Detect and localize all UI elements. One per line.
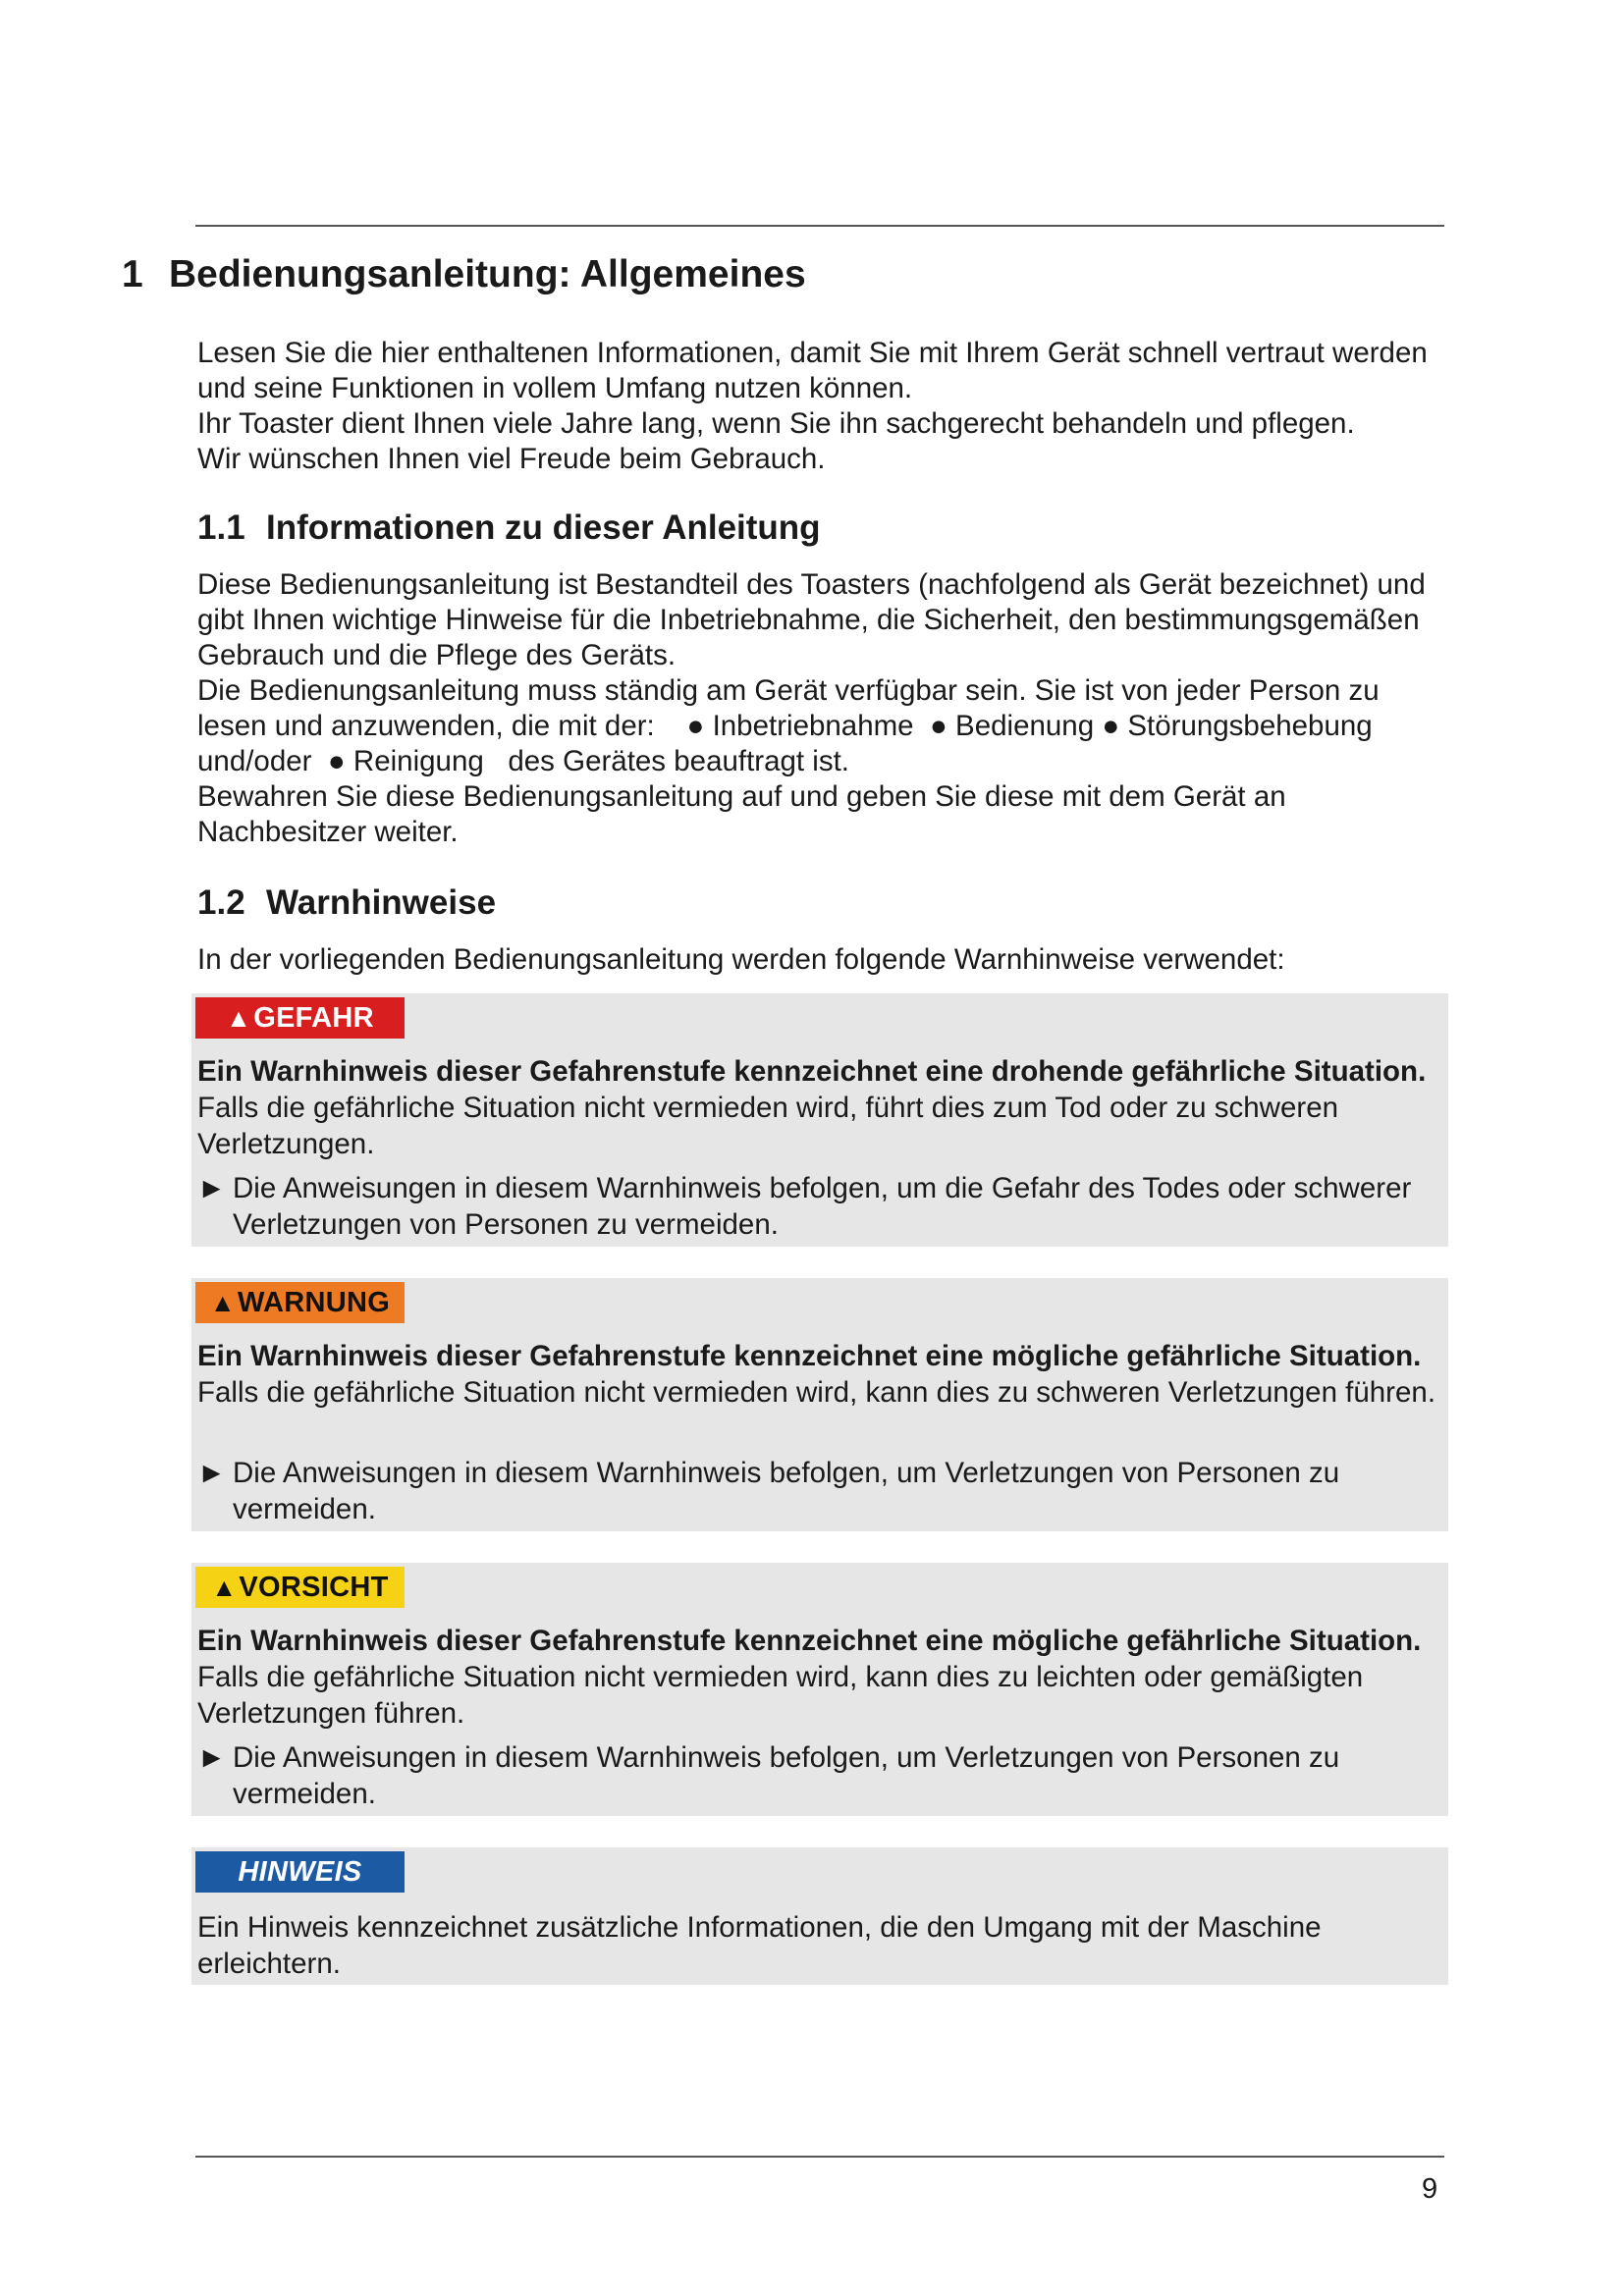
paragraph: Diese Bedienungsanleitung ist Bestandteil des Toasters (nachfolgend als Gerät bezeichnet) und gibt Ihnen wichtige Hinweise für die Inbetriebnahme, die Sicherheit, den bestimmungsgemäßen Gebrauch und die Pflege des Geräts. (197, 568, 1426, 671)
section-1-1-body (197, 567, 1454, 850)
action-text: Die Anweisungen in diesem Warnhinweis befolgen, um die Gefahr des Todes oder schwerer Verletzungen von Personen zu vermeiden. (233, 1172, 1412, 1241)
warning-lead: Ein Warnhinweis dieser Gefahrenstufe kennzeichnet eine mögliche gefährliche Situation. (197, 1625, 1422, 1657)
warnung-badge (195, 1282, 405, 1323)
action-text: Die Anweisungen in diesem Warnhinweis befolgen, um Verletzungen von Personen zu vermeiden. (233, 1457, 1340, 1525)
intro-paragraph: Lesen Sie die hier enthaltenen Informationen, damit Sie mit Ihrem Gerät schnell vertraut werden und seine Funktionen in vollem Umfang nutzen können. (197, 337, 1428, 404)
section-title: Warnhinweise (266, 883, 497, 922)
section-1-2-intro (197, 942, 1454, 978)
paragraph: In der vorliegenden Bedienungsanleitung werden folgende Warnhinweise verwendet: (197, 943, 1285, 976)
bullet-dot-icon: ● (1102, 710, 1120, 742)
page-number: 9 (1422, 2173, 1438, 2205)
inline-bullet-item: Bedienung (955, 710, 1095, 742)
warning-lead: Ein Warnhinweis dieser Gefahrenstufe kennzeichnet eine mögliche gefährliche Situation. (197, 1340, 1422, 1372)
warning-box-gefahr (191, 993, 1448, 1247)
warning-action (197, 1455, 1439, 1527)
warning-description (197, 1053, 1439, 1162)
header-rule (195, 225, 1444, 227)
section-heading-1-2 (197, 883, 496, 923)
action-arrow-icon: ► (197, 1172, 227, 1204)
paragraph-with-bullets (197, 673, 1454, 779)
warning-text: Falls die gefährliche Situation nicht vermieden wird, kann dies zu leichten oder gemäßigten Verletzungen führen. (197, 1661, 1364, 1730)
warning-box-warnung (191, 1278, 1448, 1531)
chapter-title: Bedienungsanleitung: Allgemeines (169, 253, 806, 295)
paragraph: Bewahren Sie diese Bedienungsanleitung auf und geben Sie diese mit dem Gerät an Nachbesitzer weiter. (197, 780, 1286, 848)
warning-box-vorsicht (191, 1563, 1448, 1816)
badge-label: VORSICHT (239, 1571, 389, 1603)
note-box-hinweis (191, 1847, 1448, 1985)
warning-text: Falls die gefährliche Situation nicht vermieden wird, führt dies zum Tod oder zu schweren Verletzungen. (197, 1092, 1339, 1160)
warning-action (197, 1170, 1439, 1243)
inline-bullet-item: Reinigung (352, 745, 484, 777)
warning-triangle-icon: ▲ (209, 1287, 236, 1317)
intro-paragraph: Ihr Toaster dient Ihnen viele Jahre lang, wenn Sie ihn sachgerecht behandeln und pflegen. (197, 407, 1355, 440)
section-title: Informationen zu dieser Anleitung (266, 508, 821, 547)
chapter-heading (122, 253, 806, 296)
note-text: Ein Hinweis kennzeichnet zusätzliche Informationen, die den Umgang mit der Maschine erleichtern. (197, 1911, 1322, 1980)
vorsicht-badge (195, 1567, 405, 1608)
paragraph-text: des Gerätes beauftragt ist. (508, 745, 849, 777)
badge-label: GEFAHR (253, 1001, 374, 1034)
inline-bullet-item: Inbetriebnahme (712, 710, 914, 742)
action-arrow-icon: ► (197, 1741, 227, 1774)
chapter-number: 1 (122, 253, 143, 295)
chapter-intro (197, 336, 1454, 477)
bullet-dot-icon: ● (930, 710, 947, 742)
bullet-dot-icon: ● (327, 745, 346, 777)
note-description (197, 1909, 1439, 1982)
warning-lead: Ein Warnhinweis dieser Gefahrenstufe kennzeichnet eine drohende gefährliche Situation. (197, 1055, 1427, 1088)
section-heading-1-1 (197, 508, 821, 548)
section-number: 1.2 (197, 883, 245, 922)
action-text: Die Anweisungen in diesem Warnhinweis befolgen, um Verletzungen von Personen zu vermeiden. (233, 1741, 1340, 1810)
badge-label: WARNUNG (237, 1286, 391, 1318)
badge-label: HINWEIS (238, 1855, 362, 1888)
intro-paragraph: Wir wünschen Ihnen viel Freude beim Gebrauch. (197, 443, 826, 475)
paragraph-text: Die Bedienungsanleitung muss ständig am Gerät verfügbar sein. Sie ist von jeder Person zu lesen und anzuwenden, die mit der: (197, 674, 1380, 742)
warning-action (197, 1739, 1439, 1812)
warning-text: Falls die gefährliche Situation nicht vermieden wird, kann dies zu schweren Verletzungen führen. (197, 1376, 1436, 1409)
bullet-dot-icon: ● (686, 710, 705, 742)
warning-triangle-icon: ▲ (226, 1002, 252, 1033)
hinweis-badge (195, 1851, 405, 1893)
warning-triangle-icon: ▲ (211, 1572, 238, 1602)
warning-description (197, 1623, 1439, 1732)
warning-description (197, 1338, 1439, 1411)
section-number: 1.1 (197, 508, 245, 547)
inline-bullet-item: Störungsbehebung und/oder (197, 710, 1373, 777)
action-arrow-icon: ► (197, 1457, 227, 1489)
gefahr-badge (195, 997, 405, 1039)
footer-rule (195, 2156, 1444, 2158)
